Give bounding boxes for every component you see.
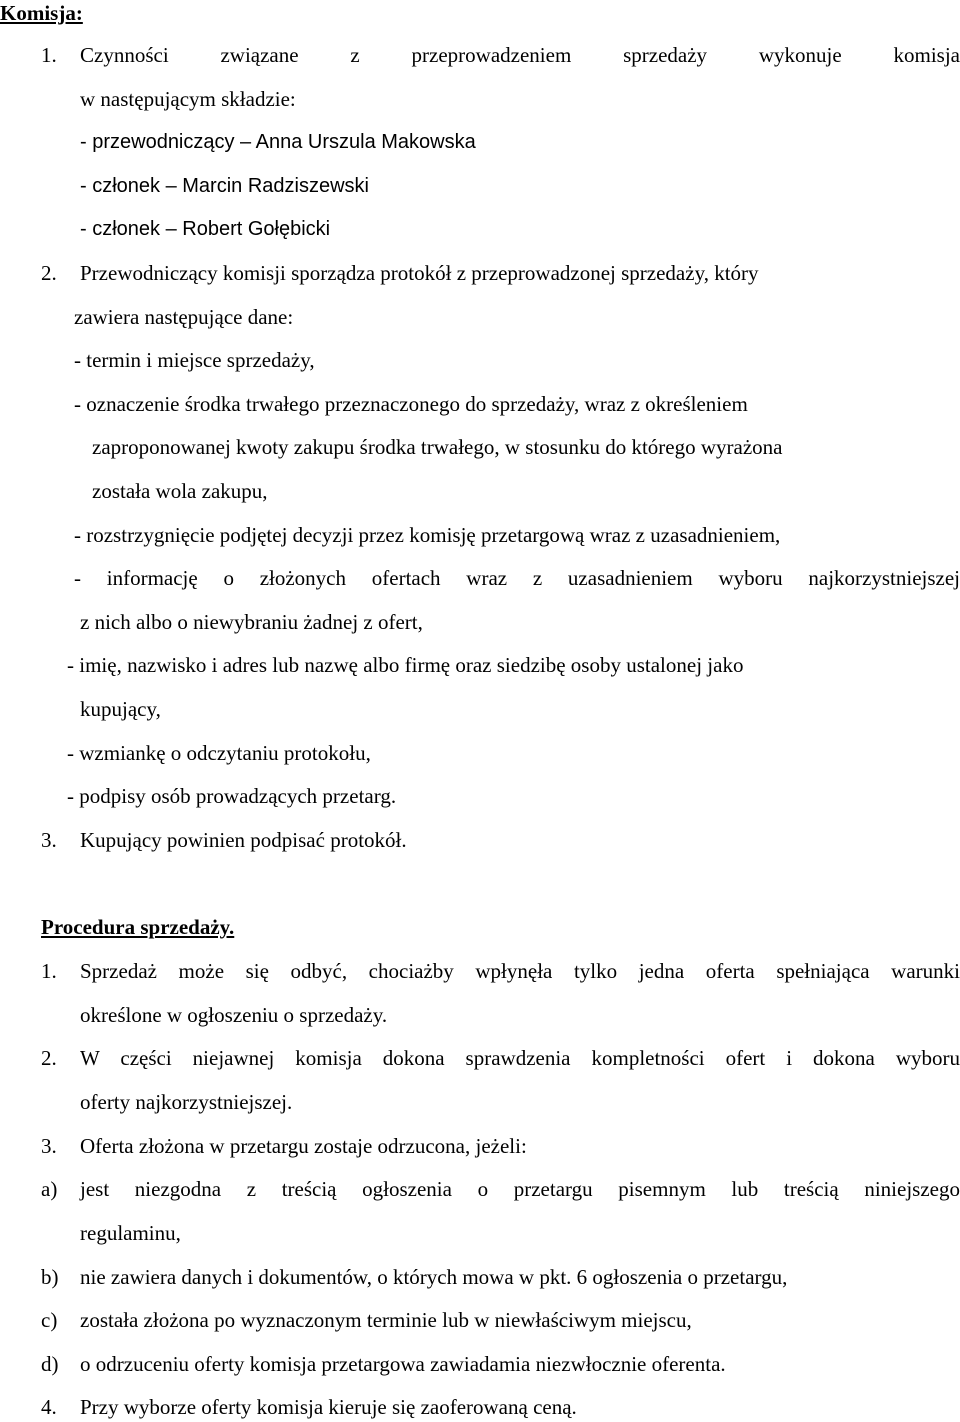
bullet-line: z nich albo o niewybraniu żadnej z ofert, bbox=[80, 610, 423, 634]
item-text: określone w ogłoszeniu o sprzedaży. bbox=[80, 1003, 388, 1027]
item-text: Przewodniczący komisji sporządza protokół z przeprowadzonej sprzedaży, który bbox=[80, 261, 759, 285]
bullet-line: - imię, nazwisko i adres lub nazwę albo firmę oraz siedzibę osoby ustalonej jako bbox=[67, 653, 744, 677]
subitem-label: c) bbox=[41, 1308, 58, 1332]
member-line: - przewodniczący – Anna Urszula Makowska bbox=[80, 131, 476, 153]
bullet-line: - termin i miejsce sprzedaży, bbox=[74, 348, 315, 372]
bullet-line: - wzmiankę o odczytaniu protokołu, bbox=[67, 741, 371, 765]
item-text: w następującym składzie: bbox=[80, 87, 296, 111]
item-text: Sprzedaż może się odbyć, chociażby wpłynęła tylko jedna oferta spełniająca warunki bbox=[80, 959, 960, 983]
subitem-label: d) bbox=[41, 1352, 59, 1376]
member-line: - członek – Marcin Radziszewski bbox=[80, 175, 369, 197]
bullet-line: została wola zakupu, bbox=[92, 479, 268, 503]
item-text: oferty najkorzystniejszej. bbox=[80, 1090, 293, 1114]
item-number: 3. bbox=[41, 828, 57, 852]
member-line: - członek – Robert Gołębicki bbox=[80, 218, 331, 240]
item-number: 4. bbox=[41, 1395, 57, 1419]
item-text: Oferta złożona w przetargu zostaje odrzucona, jeżeli: bbox=[80, 1134, 527, 1158]
bullet-line: - podpisy osób prowadzących przetarg. bbox=[67, 784, 397, 808]
bullet-line: - rozstrzygnięcie podjętej decyzji przez komisję przetargową wraz z uzasadnieniem, bbox=[74, 523, 781, 547]
section-title-procedura: Procedura sprzedaży. bbox=[41, 915, 235, 939]
item-number: 1. bbox=[41, 959, 57, 983]
bullet-line: - informację o złożonych ofertach wraz z uzasadnieniem wyboru najkorzystniejszej bbox=[74, 566, 960, 590]
item-text: Czynności związane z przeprowadzeniem sprzedaży wykonuje komisja bbox=[80, 43, 960, 67]
item-text: W części niejawnej komisja dokona sprawdzenia kompletności ofert i dokona wyboru bbox=[80, 1046, 960, 1070]
subitem-text: jest niezgodna z treścią ogłoszenia o przetargu pisemnym lub treścią niniejszego bbox=[80, 1177, 960, 1201]
subitem-label: b) bbox=[41, 1265, 59, 1289]
item-number: 2. bbox=[41, 261, 57, 285]
subitem-text: nie zawiera danych i dokumentów, o których mowa w pkt. 6 ogłoszenia o przetargu, bbox=[80, 1265, 788, 1289]
bullet-line: zaproponowanej kwoty zakupu środka trwałego, w stosunku do którego wyrażona bbox=[92, 435, 783, 459]
subitem-text: została złożona po wyznaczonym terminie lub w niewłaściwym miejscu, bbox=[80, 1308, 692, 1332]
subitem-label: a) bbox=[41, 1177, 58, 1201]
bullet-line: - oznaczenie środka trwałego przeznaczonego do sprzedaży, wraz z określeniem bbox=[74, 392, 748, 416]
subitem-text: o odrzuceniu oferty komisja przetargowa zawiadamia niezwłocznie oferenta. bbox=[80, 1352, 726, 1376]
item-number: 2. bbox=[41, 1046, 57, 1070]
item-number: 1. bbox=[41, 43, 57, 67]
bullet-line: kupujący, bbox=[80, 697, 161, 721]
item-text: zawiera następujące dane: bbox=[74, 305, 294, 329]
item-text: Kupujący powinien podpisać protokół. bbox=[80, 828, 407, 852]
section-title-komisja: Komisja: bbox=[0, 1, 83, 25]
subitem-text: regulaminu, bbox=[80, 1221, 181, 1245]
item-number: 3. bbox=[41, 1134, 57, 1158]
item-text: Przy wyborze oferty komisja kieruje się zaoferowaną ceną. bbox=[80, 1395, 577, 1419]
